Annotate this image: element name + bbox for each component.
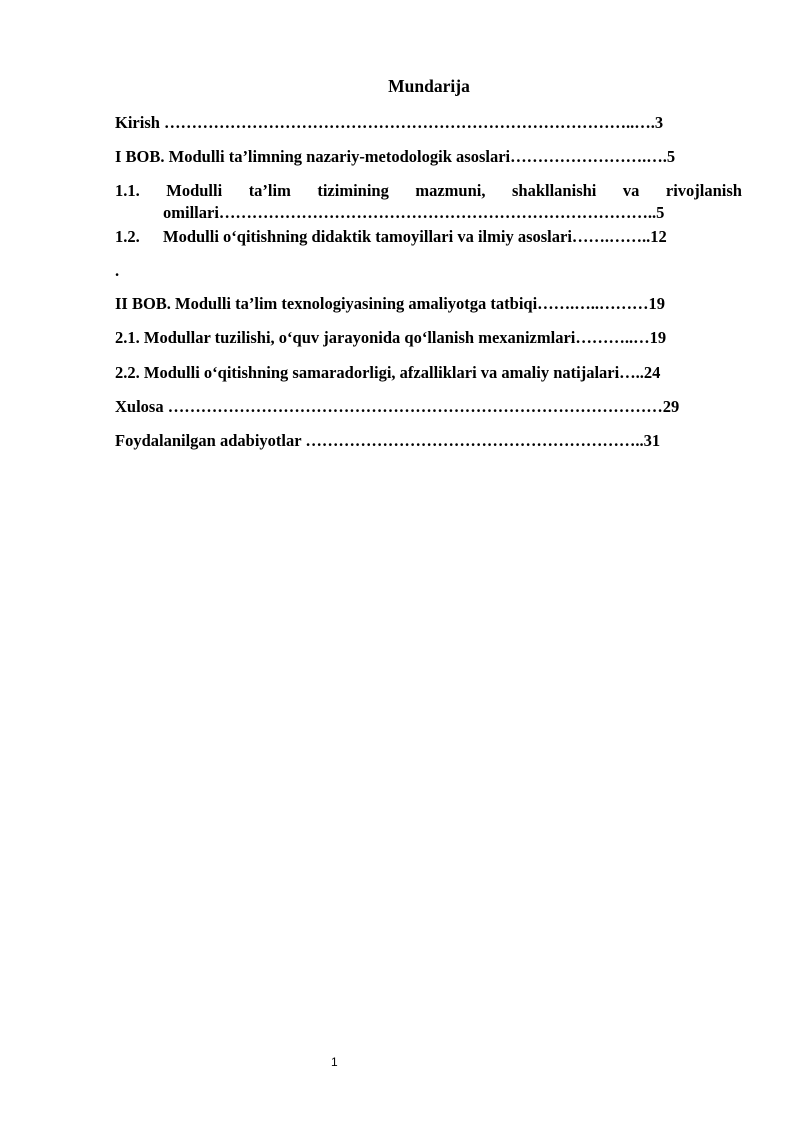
toc-word: va [622,181,640,200]
toc-entry-kirish: Kirish …………………………………………………………………………..….3 [115,113,664,132]
toc-entry-bob2: II BOB. Modulli ta’lim texnologiyasining amaliyotga tatbiqi…….…..………19 [115,294,666,313]
toc-entry-text: Modulli o‘qitishning didaktik tamoyillari va ilmiy asoslari…….……..12 [163,227,667,246]
toc-entry-1-1 [115,180,742,224]
toc-entry-number: 1.2. [115,227,140,246]
toc-entry-1-1-line1 [115,180,742,202]
toc-entry-number: 1.1. [115,181,140,200]
toc-word: ta’lim [248,181,291,200]
toc-stray-dot: . [115,261,120,280]
toc-entry-2-1: 2.1. Modullar tuzilishi, o‘quv jarayonida qo‘llanish mexanizmlari………..…19 [115,328,667,347]
toc-word: shakllanishi [511,181,597,200]
toc-entry-1-1-line2: omillari……………………………………………………………………..5 [163,203,665,222]
toc-title: Mundarija [388,76,470,96]
toc-word: Modulli [166,181,223,200]
toc-entry-adabiyotlar: Foydalanilgan adabiyotlar ……………………………………………………..31 [115,431,661,450]
toc-entry-bob1: I BOB. Modulli ta’limning nazariy-metodologik asoslari…………………….….5 [115,147,676,166]
toc-word: tizimining [317,181,389,200]
toc-entry-xulosa: Xulosa ………………………………………………………………………………29 [115,397,680,416]
toc-word: mazmuni, [415,181,486,200]
toc-entry-1-2 [115,227,667,247]
page-number: 1 [331,1055,338,1069]
toc-entry-2-2: 2.2. Modulli o‘qitishning samaradorligi, afzalliklari va amaliy natijalari…..24 [115,363,661,382]
toc-word: rivojlanish [665,181,742,200]
